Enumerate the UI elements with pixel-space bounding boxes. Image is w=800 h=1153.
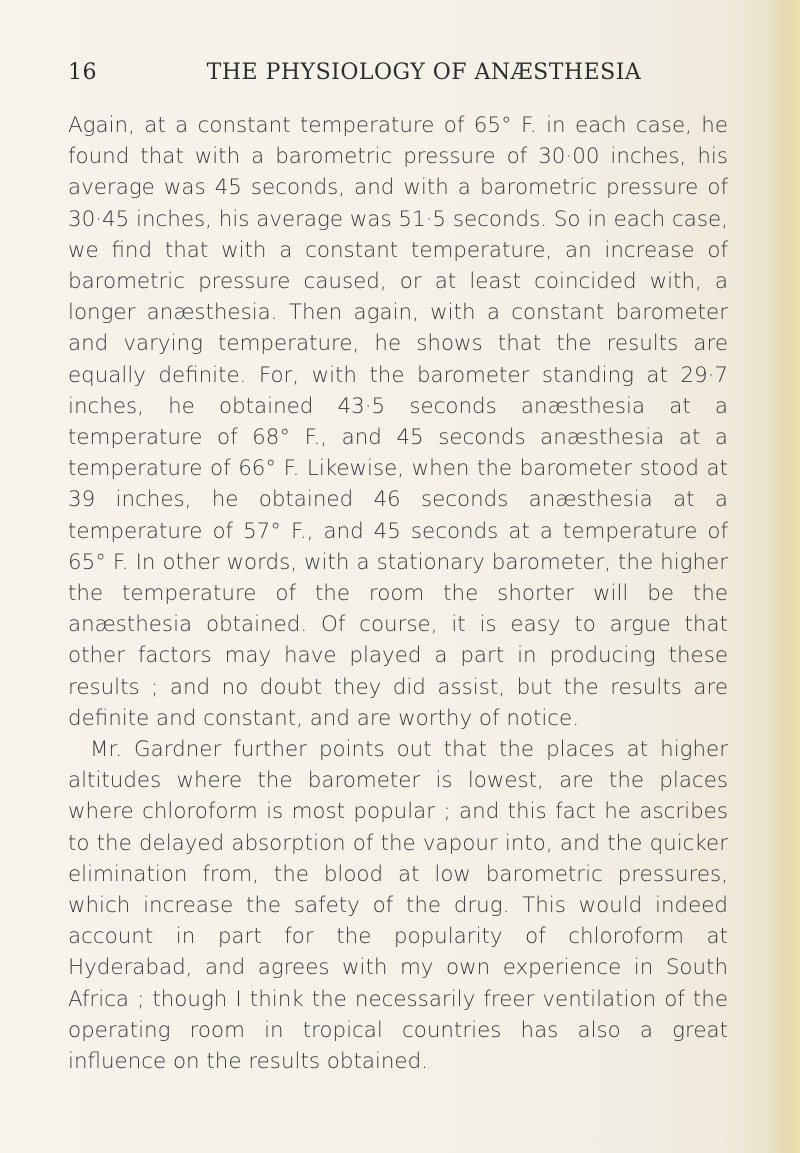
page-number: 16 xyxy=(68,60,97,85)
page-header xyxy=(68,60,740,90)
running-title: THE PHYSIOLOGY OF ANÆSTHESIA xyxy=(206,60,642,85)
paragraph-gardner-altitudes: Mr. Gardner further points out that the places at higher altitudes where the barometer is lowest, are the places where chloroform is most popular ; and this fact he ascribes to the delayed absorption of the vapour into, and the quicker elimination from, the blood at low barometric pressures, which increase the safety of the drug. This would indeed account in part for the popularity of chloroform at Hyderabad, and agrees with my own experience in South Africa ; though I think the necessarily freer ventilation of the operating room in tropical countries has also a great influence on the results obtained. xyxy=(68,737,728,1075)
paragraph-barometric-results: Again, at a constant temperature of 65° F. in each case, he found that with a barometric pressure of 30·00 inches, his average was 45 seconds, and with a barometric pressure of 30·45 inches, his average was 51·5 seconds. So in each case, we find that with a constant temperature, an increase of barometric pressure caused, or at least coincided with, a longer anæsthesia. Then again, with a constant barometer and varying temperature, he shows that the results are equally definite. For, with the barometer standing at 29·7 inches, he obtained 43·5 seconds anæsthesia at a temperature of 68° F., and 45 seconds anæsthesia at a temperature of 66° F. Likewise, when the barometer stood at 39 inches, he obtained 46 seconds anæsthesia at a temperature of 57° F., and 45 seconds at a temperature of 65° F. In other words, with a stationary barometer, the higher the temperature of the room the shorter will be the anæsthesia obtained. Of course, it is easy to argue that other factors may have played a part in producing these results ; and no doubt they did assist, but the results are definite and constant, and are worthy of notice. xyxy=(68,113,728,731)
body-text xyxy=(68,110,728,1077)
page-edge xyxy=(770,0,800,1153)
